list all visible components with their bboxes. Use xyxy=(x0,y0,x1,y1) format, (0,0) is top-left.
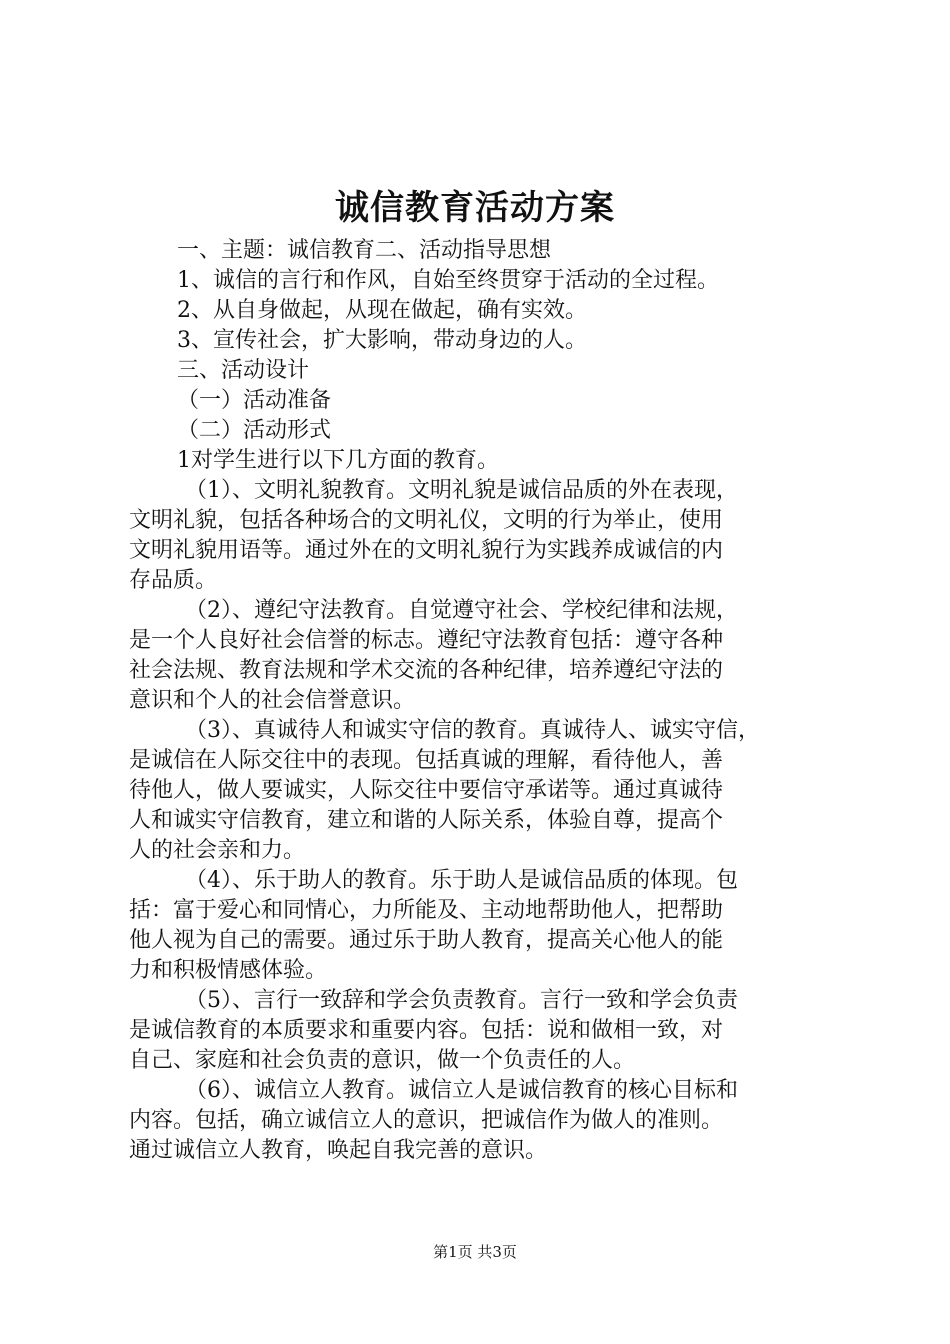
page-footer: 第1页 共3页 xyxy=(433,1243,517,1261)
paragraph-line: 是诚信教育的本质要求和重要内容。包括：说和做相一致，对 xyxy=(129,1018,724,1043)
section-heading-design: 三、活动设计 xyxy=(177,358,310,383)
paragraph-line: 社会法规、教育法规和学术交流的各种纪律，培养遵纪守法的 xyxy=(129,658,724,683)
paragraph-line: 存品质。 xyxy=(129,568,218,593)
paragraph-line: （6）、诚信立人教育。诚信立人是诚信教育的核心目标和 xyxy=(185,1078,738,1103)
document-title: 诚信教育活动方案 xyxy=(335,188,615,228)
paragraph-line: 意识和个人的社会信誉意识。 xyxy=(129,688,416,713)
paragraph-line: （4）、乐于助人的教育。乐于助人是诚信品质的体现。包 xyxy=(185,868,738,893)
paragraph-line: 人和诚实守信教育，建立和谐的人际关系，体验自尊，提高个 xyxy=(129,808,724,833)
paragraph-line: 文明礼貌用语等。通过外在的文明礼貌行为实践养成诚信的内 xyxy=(129,538,724,563)
paragraph-line: （5）、言行一致辞和学会负责教育。言行一致和学会负责 xyxy=(185,988,738,1013)
paragraph-line: 内容。包括，确立诚信立人的意识，把诚信作为做人的准则。 xyxy=(129,1108,724,1133)
guideline-item-3: 3、宣传社会，扩大影响，带动身边的人。 xyxy=(177,328,587,353)
paragraph-civility xyxy=(129,476,841,596)
paragraph-responsibility xyxy=(129,986,841,1076)
paragraph-law xyxy=(129,596,841,716)
paragraph-line: 力和积极情感体验。 xyxy=(129,958,328,983)
paragraph-line: （1）、文明礼貌教育。文明礼貌是诚信品质的外在表现， xyxy=(185,478,738,503)
paragraph-integrity xyxy=(129,1076,841,1166)
paragraph-line: 是一个人良好社会信誉的标志。遵纪守法教育包括：遵守各种 xyxy=(129,628,724,653)
paragraph-line: 待他人，做人要诚实，人际交往中要信守承诺等。通过真诚待 xyxy=(129,778,724,803)
paragraph-line: 括：富于爱心和同情心，力所能及、主动地帮助他人，把帮助 xyxy=(129,898,724,923)
section-heading-theme: 一、主题：诚信教育二、活动指导思想 xyxy=(177,238,552,263)
subsection-form: （二）活动形式 xyxy=(177,418,332,443)
education-intro: 1对学生进行以下几方面的教育。 xyxy=(177,448,499,473)
paragraph-sincerity xyxy=(129,716,841,866)
guideline-item-1: 1、诚信的言行和作风，自始至终贯穿于活动的全过程。 xyxy=(177,268,719,293)
paragraph-line: 自己、家庭和社会负责的意识，做一个负责任的人。 xyxy=(129,1048,636,1073)
paragraph-line: 他人视为自己的需要。通过乐于助人教育，提高关心他人的能 xyxy=(129,928,724,953)
paragraph-line: 是诚信在人际交往中的表现。包括真诚的理解，看待他人，善 xyxy=(129,748,724,773)
guideline-item-2: 2、从自身做起，从现在做起，确有实效。 xyxy=(177,298,587,323)
paragraph-line: 人的社会亲和力。 xyxy=(129,838,306,863)
subsection-preparation: （一）活动准备 xyxy=(177,388,332,413)
paragraph-line: 通过诚信立人教育，唤起自我完善的意识。 xyxy=(129,1138,548,1163)
paragraph-line: 文明礼貌，包括各种场合的文明礼仪，文明的行为举止，使用 xyxy=(129,508,724,533)
paragraph-helping xyxy=(129,866,841,986)
paragraph-line: （3）、真诚待人和诚实守信的教育。真诚待人、诚实守信， xyxy=(185,718,760,743)
document-body xyxy=(129,236,841,1166)
paragraph-line: （2）、遵纪守法教育。自觉遵守社会、学校纪律和法规， xyxy=(185,598,738,623)
